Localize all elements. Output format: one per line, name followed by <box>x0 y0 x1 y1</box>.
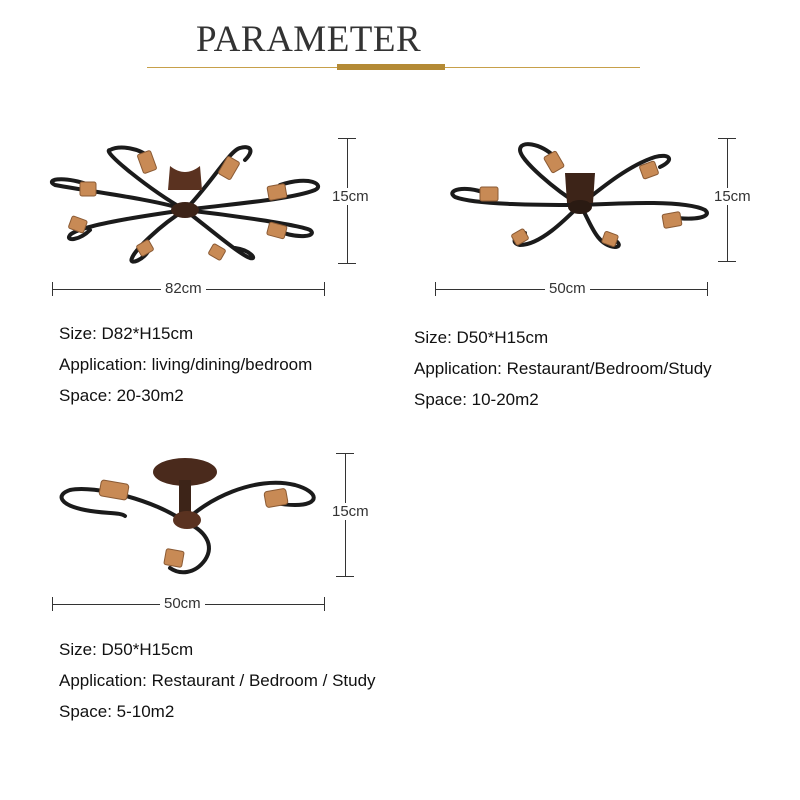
product-1-width-tick-right <box>324 282 325 296</box>
product-1-height-tick-bottom <box>338 263 356 264</box>
product-3-application: Application: Restaurant / Bedroom / Study <box>59 671 376 690</box>
product-1-height-tick-top <box>338 138 356 139</box>
product-2-specs <box>414 322 712 415</box>
title-accent-bar <box>337 64 445 70</box>
product-2-application: Application: Restaurant/Bedroom/Study <box>414 359 712 378</box>
product-2-lamp-image <box>445 135 715 255</box>
product-1-width-label: 82cm <box>161 280 206 297</box>
product-2-space: Space: 10-20m2 <box>414 390 539 409</box>
product-3-size: Size: D50*H15cm <box>59 640 194 659</box>
product-1-space: Space: 20-30m2 <box>59 386 184 405</box>
product-1-height-label: 15cm <box>328 188 373 205</box>
product-2-width-tick-left <box>435 282 436 296</box>
product-2-height-label: 15cm <box>710 188 755 205</box>
product-3-lamp-image <box>55 450 330 580</box>
product-3-height-label: 15cm <box>328 503 373 520</box>
product-1-width-tick-left <box>52 282 53 296</box>
product-2-width-label: 50cm <box>545 280 590 297</box>
product-1-lamp-image <box>40 130 330 270</box>
product-3-width-tick-right <box>324 597 325 611</box>
product-3-height-tick-bottom <box>336 576 354 577</box>
product-3-width-tick-left <box>52 597 53 611</box>
product-2-height-tick-top <box>718 138 736 139</box>
product-1-specs <box>59 318 312 411</box>
product-2-size: Size: D50*H15cm <box>414 328 549 347</box>
product-3-space: Space: 5-10m2 <box>59 702 175 721</box>
product-2-height-tick-bottom <box>718 261 736 262</box>
product-2-width-tick-right <box>707 282 708 296</box>
page-title: PARAMETER <box>196 19 422 60</box>
product-3-height-tick-top <box>336 453 354 454</box>
product-3-width-label: 50cm <box>160 595 205 612</box>
product-3-specs <box>59 634 376 727</box>
product-1-size: Size: D82*H15cm <box>59 324 194 343</box>
product-1-application: Application: living/dining/bedroom <box>59 355 313 374</box>
